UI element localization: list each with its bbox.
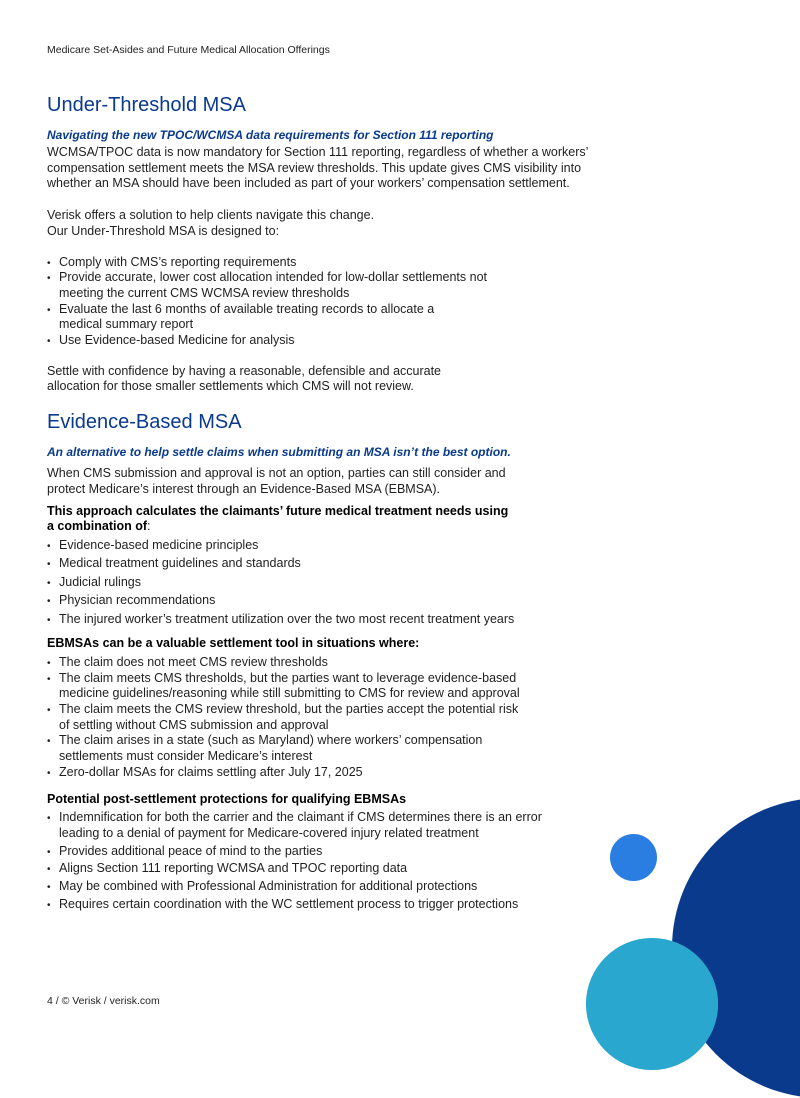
list-item: • Physician recommendations	[47, 593, 627, 609]
evidence-based-intro: When CMS submission and approval is not an option, parties can still consider and protect Medicare’s interest through an Evidence-Based MSA (EBMSA).	[47, 466, 506, 496]
under-threshold-para2	[47, 208, 627, 239]
list-item: • Requires certain coordination with the WC settlement process to trigger protections	[47, 897, 557, 913]
list-item: • Judicial rulings	[47, 575, 627, 591]
evidence-based-subtitle: An alternative to help settle claims when submitting an MSA isn’t the best option.	[47, 445, 511, 460]
list-item: • The claim arises in a state (such as Maryland) where workers’ compensation settlements must consider Medicare’s interest	[47, 733, 519, 764]
under-threshold-para1: WCMSA/TPOC data is now mandatory for Section 111 reporting, regardless of whether a workers’ compensation settlement meets the MSA review thresholds. This update gives CMS visibility into whether an MSA should have been included as part of your workers’ compensation settlement.	[47, 145, 588, 191]
approach-heading-text: This approach calculates the claimants’ future medical treatment needs using a combination of	[47, 503, 509, 534]
approach-heading	[47, 504, 517, 535]
approach-colon: :	[147, 519, 151, 534]
under-threshold-title: Under-Threshold MSA	[47, 94, 246, 116]
list-item: • Evidence-based medicine principles	[47, 538, 627, 554]
list-item: • Zero-dollar MSAs for claims settling after July 17, 2025	[47, 765, 547, 781]
under-threshold-list	[47, 255, 497, 349]
under-threshold-closing: Settle with confidence by having a reasonable, defensible and accurate allocation for those smaller settlements which CMS will not review.	[47, 363, 442, 394]
list-item: • Indemnification for both the carrier and the claimant if CMS determines there is an error leading to a denial of payment for Medicare-covered injury related treatment	[47, 810, 557, 841]
para2-line2: Our Under-Threshold MSA is designed to:	[47, 223, 280, 238]
page-footer: 4 / © Verisk / verisk.com	[47, 995, 160, 1007]
decorative-overlap-circle	[586, 938, 718, 1070]
situations-heading: EBMSAs can be a valuable settlement tool in situations where:	[47, 636, 420, 651]
list-item: • Provide accurate, lower cost allocation intended for low-dollar settlements not meeting the current CMS WCMSA review thresholds	[47, 270, 497, 301]
under-threshold-subtitle: Navigating the new TPOC/WCMSA data requirements for Section 111 reporting	[47, 128, 494, 142]
list-item: • Medical treatment guidelines and standards	[47, 556, 627, 572]
list-item: • Evaluate the last 6 months of available treating records to allocate a medical summary report	[47, 302, 454, 333]
list-item: • The claim does not meet CMS review thresholds	[47, 655, 547, 671]
evidence-based-title: Evidence-Based MSA	[47, 411, 242, 434]
protections-list	[47, 810, 557, 912]
list-item: • Aligns Section 111 reporting WCMSA and TPOC reporting data	[47, 861, 557, 877]
list-item: • Use Evidence-based Medicine for analysis	[47, 333, 497, 349]
list-item: • The injured worker’s treatment utilization over the two most recent treatment years	[47, 612, 627, 628]
para2-line1: Verisk offers a solution to help clients navigate this change.	[47, 208, 375, 223]
situations-list	[47, 655, 547, 781]
list-item: • Provides additional peace of mind to the parties	[47, 844, 557, 860]
approach-list	[47, 538, 627, 627]
list-item: • May be combined with Professional Administration for additional protections	[47, 879, 557, 895]
main-content	[47, 90, 627, 912]
list-item: • The claim meets CMS thresholds, but the parties want to leverage evidence-based medicine guidelines/reasoning while still submitting to CMS for review and approval	[47, 671, 547, 702]
running-header: Medicare Set-Asides and Future Medical Allocation Offerings	[47, 44, 330, 56]
list-item: • The claim meets the CMS review threshold, but the parties accept the potential risk of settling without CMS submission and approval	[47, 702, 524, 733]
list-item: • Comply with CMS’s reporting requirements	[47, 255, 497, 271]
protections-heading: Potential post-settlement protections for qualifying EBMSAs	[47, 791, 407, 806]
